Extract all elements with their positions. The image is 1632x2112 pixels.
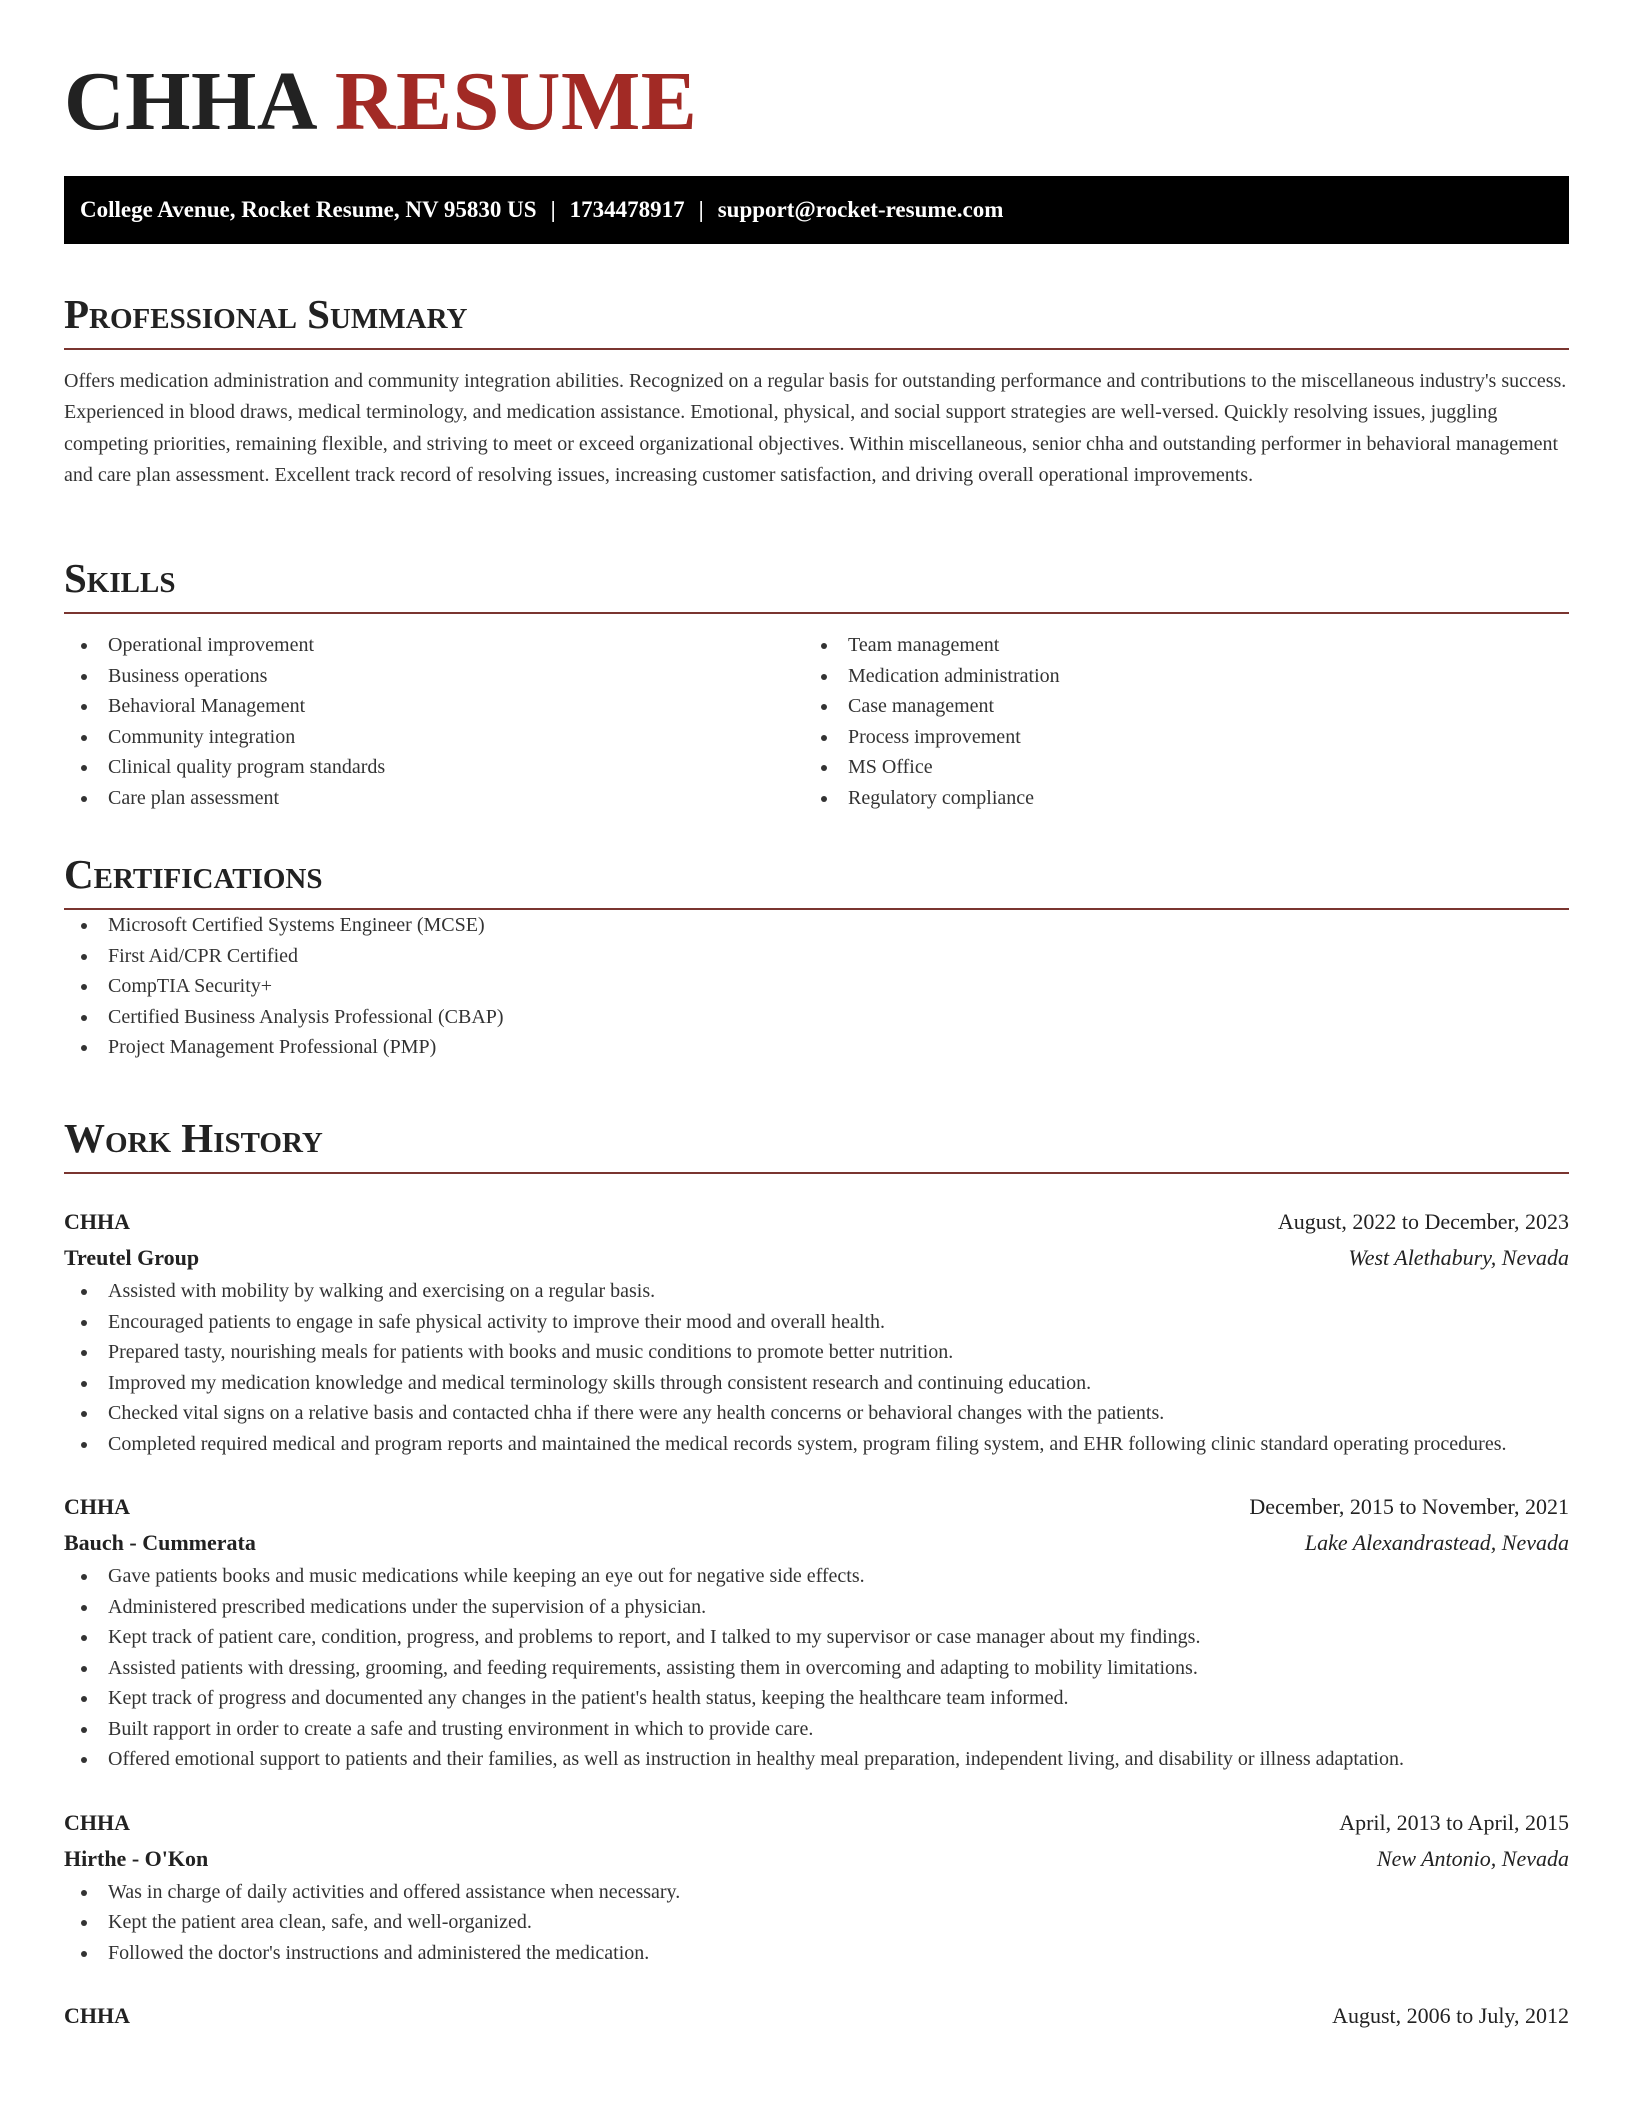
skills-heading: Skills: [64, 548, 1569, 614]
skill-item: Clinical quality program standards: [64, 752, 804, 783]
contact-bar: [64, 176, 1569, 244]
contact-phone: 1734478917: [569, 197, 685, 222]
job-entry: [64, 1204, 1569, 1459]
job-company-row: [64, 1841, 1569, 1877]
contact-separator: |: [698, 197, 704, 222]
resume-name: [64, 52, 697, 152]
job-duty-item: Assisted patients with dressing, grooming, and feeding requirements, assisting them in overcoming and adapting to mobility limitations.: [64, 1653, 1569, 1684]
jobs-container: [64, 1204, 1569, 2034]
skills-list-right: [804, 630, 1544, 813]
job-duty-item: Improved my medication knowledge and medical terminology skills through consistent research and continuing education.: [64, 1368, 1569, 1399]
job-entry: [64, 1805, 1569, 1969]
job-duty-item: Prepared tasty, nourishing meals for patients with books and music conditions to promote better nutrition.: [64, 1337, 1569, 1368]
certification-item: CompTIA Security+: [64, 971, 1569, 1002]
certifications-heading: Certifications: [64, 844, 1569, 910]
job-location: New Antonio, Nevada: [1376, 1845, 1569, 1871]
job-title: CHHA: [64, 1209, 130, 1234]
skill-item: Operational improvement: [64, 630, 804, 661]
summary-text: Offers medication administration and community integration abilities. Recognized on a regular basis for outstanding performance and contributions to the miscellaneous industry's success. Experienced in blood draws, medical terminology, and medication assistance. Emotional, physical, and social support strategies are well-versed. Quickly resolving issues, juggling competing priorities, remaining flexible, and striving to meet or exceed organizational objectives. Within miscellaneous, senior chha and outstanding performer in behavioral management and care plan assessment. Excellent track record of resolving issues, increasing customer satisfaction, and driving overall operational improvements.: [64, 370, 1567, 486]
name-first: CHHA: [64, 55, 314, 148]
certifications-list: [64, 910, 1569, 1063]
skill-item: MS Office: [804, 752, 1544, 783]
job-dates: August, 2022 to December, 2023: [1277, 1209, 1569, 1234]
skills-section: [64, 548, 1569, 813]
job-entry: [64, 1998, 1569, 2034]
job-duty-item: Assisted with mobility by walking and exercising on a regular basis.: [64, 1276, 1569, 1307]
job-duties-list: [64, 1561, 1569, 1775]
job-title-row: [64, 1489, 1569, 1525]
work-history-heading: Work History: [64, 1108, 1569, 1174]
contact-address: College Avenue, Rocket Resume, NV 95830 US: [80, 197, 537, 222]
certifications-section: [64, 844, 1569, 1063]
job-duty-item: Offered emotional support to patients and their families, as well as instruction in healthy meal preparation, independent living, and disability or illness adaptation.: [64, 1744, 1569, 1775]
contact-email: support@rocket-resume.com: [717, 197, 1004, 222]
job-duty-item: Built rapport in order to create a safe and trusting environment in which to provide care.: [64, 1714, 1569, 1745]
job-duty-item: Followed the doctor's instructions and administered the medication.: [64, 1938, 1569, 1969]
skill-item: Community integration: [64, 722, 804, 753]
name-last: RESUME: [334, 55, 698, 148]
job-title: CHHA: [64, 1809, 130, 1835]
job-company: Bauch - Cummerata: [64, 1530, 256, 1555]
skill-item: Behavioral Management: [64, 691, 804, 722]
certification-item: First Aid/CPR Certified: [64, 941, 1569, 972]
job-duty-item: Checked vital signs on a relative basis and contacted chha if there were any health concerns or behavioral changes with the patients.: [64, 1398, 1569, 1429]
job-company: Hirthe - O'Kon: [64, 1845, 209, 1871]
skill-item: Regulatory compliance: [804, 783, 1544, 814]
job-title: CHHA: [64, 1494, 130, 1519]
job-duty-item: Completed required medical and program reports and maintained the medical records system, program filing system, and EHR following clinic standard operating procedures.: [64, 1429, 1569, 1460]
job-title-row: [64, 1204, 1569, 1240]
job-title-row: [64, 1805, 1569, 1841]
job-duties-list: [64, 1276, 1569, 1459]
job-location: West Alethabury, Nevada: [1348, 1245, 1569, 1270]
summary-section: [64, 284, 1569, 491]
job-company-row: [64, 1240, 1569, 1276]
certification-item: Certified Business Analysis Professional (CBAP): [64, 1002, 1569, 1033]
job-duty-item: Kept track of progress and documented any changes in the patient's health status, keeping the healthcare team informed.: [64, 1683, 1569, 1714]
job-entry: [64, 1489, 1569, 1775]
job-dates: August, 2006 to July, 2012: [1332, 2003, 1569, 2028]
job-dates: December, 2015 to November, 2021: [1249, 1494, 1569, 1519]
certification-item: Microsoft Certified Systems Engineer (MCSE): [64, 910, 1569, 941]
job-duty-item: Administered prescribed medications under the supervision of a physician.: [64, 1592, 1569, 1623]
skill-item: Process improvement: [804, 722, 1544, 753]
job-company-row: [64, 1525, 1569, 1561]
job-duty-item: Gave patients books and music medications while keeping an eye out for negative side effects.: [64, 1561, 1569, 1592]
job-location: Lake Alexandrastead, Nevada: [1304, 1530, 1569, 1555]
job-duty-item: Encouraged patients to engage in safe physical activity to improve their mood and overall health.: [64, 1307, 1569, 1338]
job-duty-item: Was in charge of daily activities and offered assistance when necessary.: [64, 1877, 1569, 1908]
skill-item: Care plan assessment: [64, 783, 804, 814]
skills-columns: [64, 630, 1569, 813]
job-title: CHHA: [64, 2003, 130, 2028]
job-duties-list: [64, 1877, 1569, 1969]
skill-item: Business operations: [64, 661, 804, 692]
skill-item: Team management: [804, 630, 1544, 661]
job-duty-item: Kept track of patient care, condition, progress, and problems to report, and I talked to my supervisor or case manager about my findings.: [64, 1622, 1569, 1653]
job-duty-item: Kept the patient area clean, safe, and well-organized.: [64, 1907, 1569, 1938]
job-dates: April, 2013 to April, 2015: [1339, 1809, 1569, 1835]
skill-item: Case management: [804, 691, 1544, 722]
certification-item: Project Management Professional (PMP): [64, 1032, 1569, 1063]
job-title-row: [64, 1998, 1569, 2034]
work-history-section: [64, 1108, 1569, 2034]
skill-item: Medication administration: [804, 661, 1544, 692]
contact-separator: |: [550, 197, 556, 222]
summary-heading: Professional Summary: [64, 284, 1569, 350]
job-company: Treutel Group: [64, 1245, 200, 1270]
skills-list-left: [64, 630, 804, 813]
